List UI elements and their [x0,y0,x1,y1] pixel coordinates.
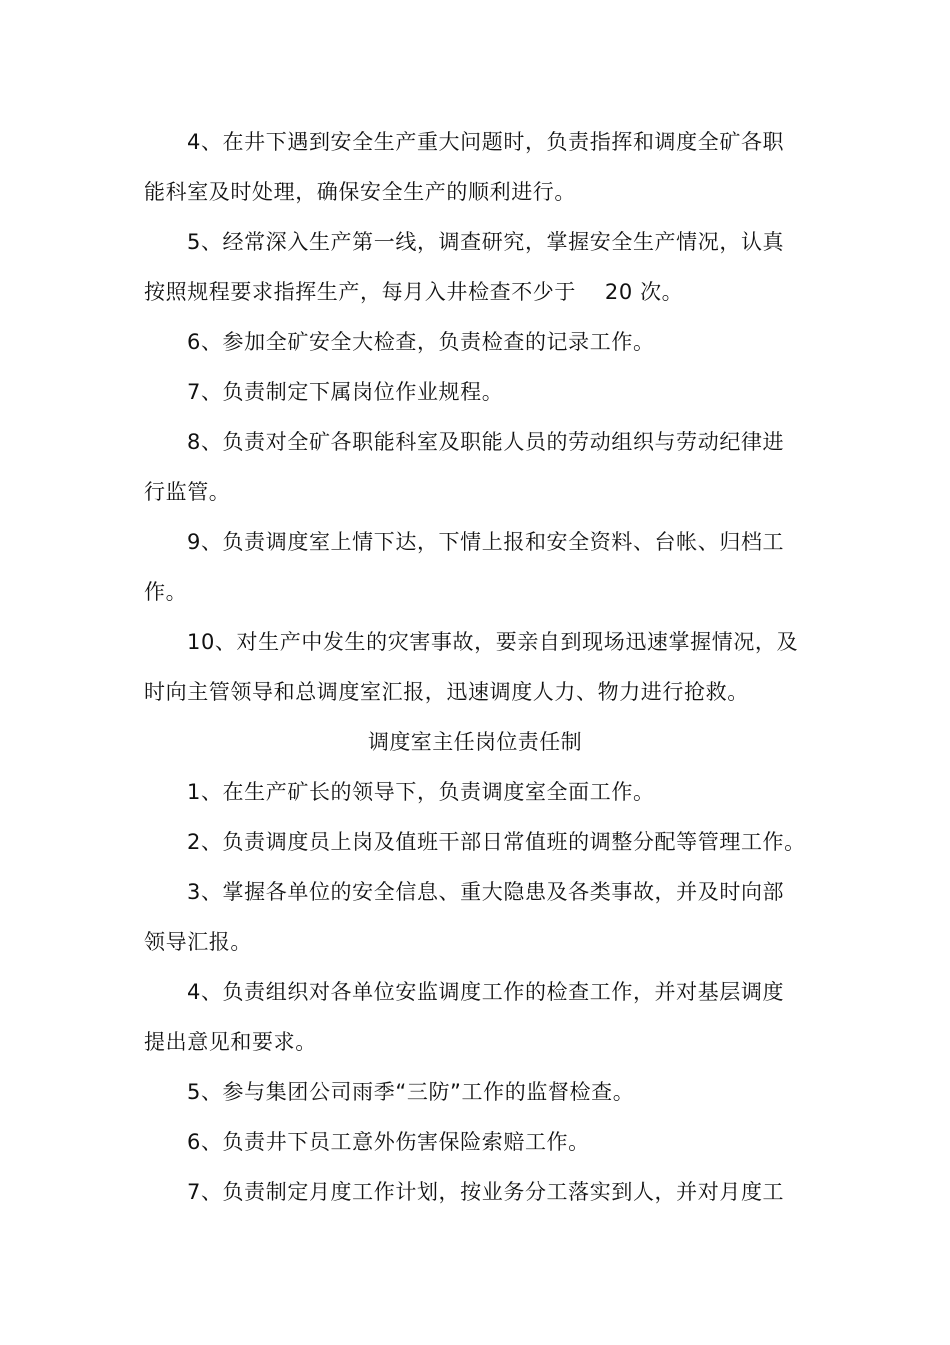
paragraph-line: 5、经常深入生产第一线，调查研究，掌握安全生产情况，认真 [187,230,785,254]
paragraph-line: 4、在井下遇到安全生产重大问题时，负责指挥和调度全矿各职 [187,130,785,154]
paragraph-line: 3、掌握各单位的安全信息、重大隐患及各类事故，并及时向部 [187,880,785,904]
paragraph-line: 5、参与集团公司雨季“三防”工作的监督检查。 [187,1080,635,1104]
paragraph-line: 10、对生产中发生的灾害事故，要亲自到现场迅速掌握情况，及 [187,630,799,654]
paragraph-line: 2、负责调度员上岗及值班干部日常值班的调整分配等管理工作。 [187,830,806,854]
paragraph-line: 领导汇报。 [144,930,252,954]
paragraph-line: 作。 [144,580,188,604]
paragraph-line: 9、负责调度室上情下达，下情上报和安全资料、台帐、归档工 [187,530,785,554]
paragraph-line: 时向主管领导和总调度室汇报，迅速调度人力、物力进行抢救。 [144,680,749,704]
section-title: 调度室主任岗位责任制 [368,730,582,754]
paragraph-line: 6、参加全矿安全大检查，负责检查的记录工作。 [187,330,655,354]
paragraph-line: 7、负责制定月度工作计划，按业务分工落实到人，并对月度工 [187,1180,785,1204]
paragraph-line: 按照规程要求指挥生产，每月入井检查不少于 20 次。 [144,280,684,304]
paragraph-line: 7、负责制定下属岗位作业规程。 [187,380,504,404]
paragraph-line: 能科室及时处理，确保安全生产的顺利进行。 [144,180,576,204]
paragraph-line: 行监管。 [144,480,231,504]
paragraph-line: 6、负责井下员工意外伤害保险索赔工作。 [187,1130,590,1154]
paragraph-line: 8、负责对全矿各职能科室及职能人员的劳动组织与劳动纪律进 [187,430,785,454]
paragraph-line: 1、在生产矿长的领导下，负责调度室全面工作。 [187,780,655,804]
paragraph-line: 4、负责组织对各单位安监调度工作的检查工作，并对基层调度 [187,980,785,1004]
paragraph-line: 提出意见和要求。 [144,1030,317,1054]
